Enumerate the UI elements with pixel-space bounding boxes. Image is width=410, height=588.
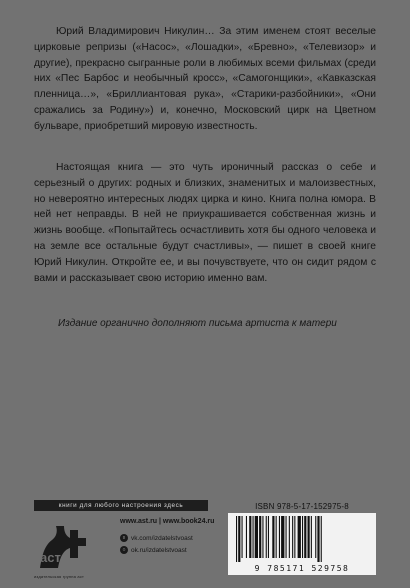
barcode-bar [262,516,263,558]
isbn-label: ISBN 978-5-17-152975-8 [255,502,349,511]
barcode-bar [266,516,267,558]
barcode-bar [238,516,240,562]
barcode-bar [317,516,319,562]
barcode-bar [308,516,310,558]
barcode-bars-icon [236,516,368,562]
vk-link[interactable] [120,534,193,542]
barcode-bar [292,516,293,558]
barcode [228,513,376,575]
publisher-slogan: книги для любого настроения здесь [34,500,208,511]
publisher-urls[interactable]: www.ast.ru | www.book24.ru [120,518,215,525]
barcode-bar [268,516,269,558]
ok-link-text: ok.ru/izdatelstvoast [131,546,187,554]
barcode-bar [289,516,290,558]
ast-logo-icon [34,516,90,572]
annotation-paragraph-2: Настоящая книга — это чуть ироничный рассказ о себе и серьезный о других: родных и близких, знаменитых и малоизвестных, но невероятно интересных людях цирка и кино. Книга полна юмора. В ней нет неправды. В ней не приукрашивается собственная жизнь и жизнь вообще. «Попытайтесь осчастливить хотя бы одного человека и на земле все остальные будут счастливы», — пишет в своей книге Юрий Никулин. Откройте ее, и вы почувствуете, что он сидит рядом с вами и рассказывает свою историю именно вам. [34,162,376,284]
barcode-bar [272,516,274,558]
barcode-bar [253,516,254,558]
barcode-bar [255,516,258,558]
annotation-paragraph-1: Юрий Владимирович Никулин… За этим именем стоят веселые цирковые репризы («Насос», «Лошадки», «Бревно», «Телевизор» и другие), прекрасно сыгранные роли в любимых всеми фильмах (среди них «Пес Барбос и необычный кросс», «Самогонщики», «Кавказская пленница…», «Бриллиантовая рука», «Старики-разбойники», «Они сражались за Родину») и, конечно, Московский цирк на Цветном бульваре, приобретший мировую известность. [34,26,376,132]
barcode-bar [249,516,251,558]
logo-text: аст [40,550,61,565]
barcode-bar [298,516,301,558]
barcode-bar [302,516,303,558]
barcode-bar [281,516,284,558]
ok-icon: о [120,546,128,554]
ok-link[interactable] [120,546,187,554]
barcode-bar [311,516,312,558]
barcode-bar [321,516,322,562]
barcode-bar [315,516,316,558]
barcode-bar [294,516,295,558]
barcode-bar [276,516,277,558]
vk-icon: в [120,534,128,542]
barcode-bar [279,516,280,558]
vk-link-text: vk.com/izdatelstvoast [131,534,193,542]
publisher-imprint: издательская группа аст [34,574,85,579]
barcode-bar [259,516,261,558]
edition-note: Издание органично дополняют письма артиста к матери [58,318,337,329]
barcode-bar [286,516,287,558]
barcode-digits: 9 785171 529758 [254,564,350,573]
barcode-bar [304,516,306,558]
barcode-bar [246,516,247,558]
barcode-bar [242,516,243,558]
barcode-bar [236,516,237,562]
